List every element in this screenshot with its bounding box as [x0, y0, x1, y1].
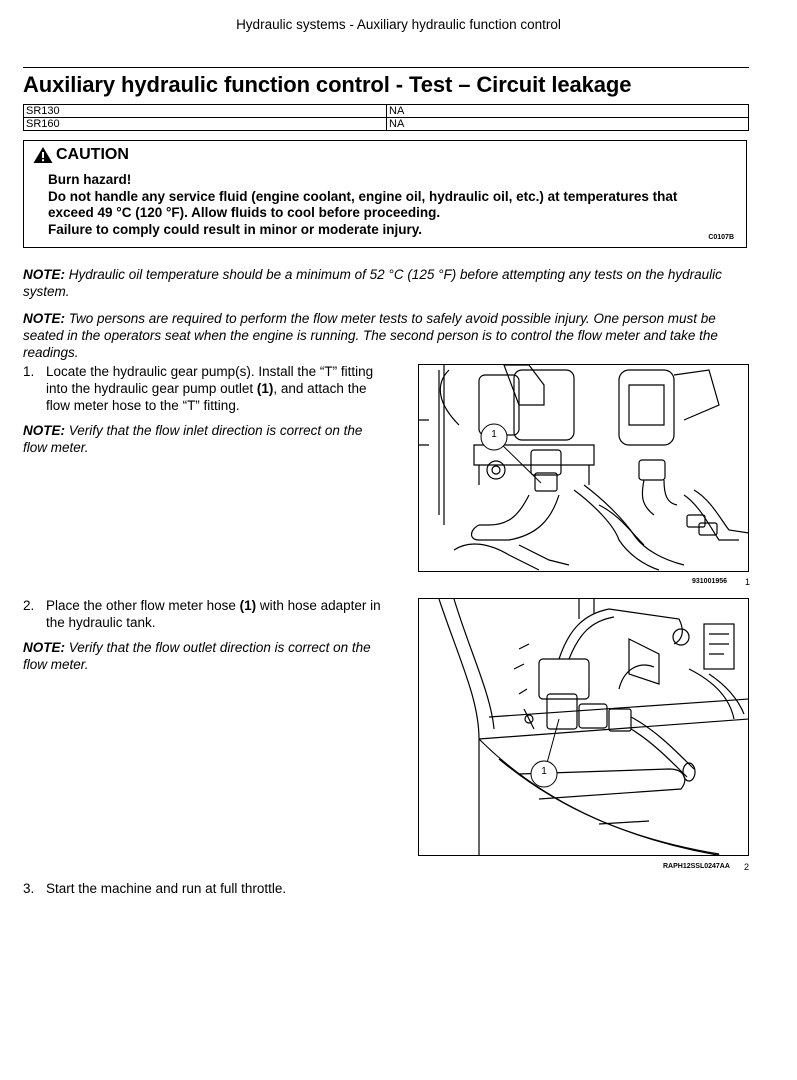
- note-outlet-direction: [23, 639, 389, 673]
- figure-2-caption: RAPH12SSL0247AA: [663, 863, 730, 870]
- figure-1-caption: 931001956: [692, 578, 728, 585]
- page-title: Auxiliary hydraulic function control - Test – Circuit leakage: [23, 72, 632, 97]
- step-number: 3.: [23, 881, 35, 896]
- table-row: [24, 118, 749, 131]
- figure-2-callout: 1: [541, 766, 547, 777]
- note-temperature: [23, 266, 750, 300]
- caution-code: C0107B: [708, 234, 734, 241]
- note-text: Verify that the flow inlet direction is correct on the flow meter.: [23, 423, 363, 455]
- note-text: Two persons are required to perform the flow meter tests to safely avoid possible injury. One person must be seated in the operators seat when the engine is running. The second person is to control the flow meter and take the readings.: [23, 311, 718, 360]
- step-text: [46, 363, 391, 414]
- step-text: Start the machine and run at full throttle.: [46, 881, 287, 896]
- step-text-part: Place the other flow meter hose: [46, 598, 240, 613]
- note-label: NOTE:: [23, 267, 65, 282]
- step-callout-ref: (1): [256, 381, 274, 396]
- table-row: [24, 105, 749, 118]
- model-cell: SR130: [24, 105, 387, 118]
- figure-1-callout: 1: [491, 429, 497, 440]
- figure-2-number: 2: [744, 862, 750, 872]
- caution-label: CAUTION: [56, 146, 129, 163]
- warning-triangle-icon: [33, 146, 53, 164]
- note-two-persons: [23, 310, 750, 361]
- caution-line: Failure to comply could result in minor or moderate injury.: [48, 221, 423, 237]
- title-rule: [23, 67, 749, 68]
- step-text-part: Locate the hydraulic gear pump(s). Install the “T” fitting into the hydraulic gear pump outlet: [46, 364, 374, 396]
- step-text: [46, 597, 391, 631]
- caution-heading: [33, 146, 129, 164]
- figure-1-number: 1: [745, 577, 751, 587]
- model-cell: SR160: [24, 118, 387, 131]
- model-applicability-table: [23, 104, 749, 131]
- note-label: NOTE:: [23, 640, 65, 655]
- step-text-part: with hose adapter in the hydraulic tank.: [46, 598, 381, 630]
- value-cell: NA: [387, 105, 749, 118]
- gear-pump-illustration: [419, 365, 749, 572]
- caution-box: [23, 140, 747, 248]
- figure-1-gear-pump: [418, 364, 749, 572]
- figure-2-hydraulic-tank: [418, 598, 749, 856]
- note-inlet-direction: [23, 422, 389, 456]
- caution-line: Do not handle any service fluid (engine coolant, engine oil, hydraulic oil, etc.) at temperatures that exceed 49 °C (120 °F). Allow fluids to cool before proceeding.: [48, 188, 678, 220]
- caution-text: [48, 172, 726, 238]
- caution-line: Burn hazard!: [48, 172, 132, 187]
- note-text: Verify that the flow outlet direction is correct on the flow meter.: [23, 640, 371, 672]
- page-header: Hydraulic systems - Auxiliary hydraulic function control: [236, 17, 561, 32]
- step-number: 2.: [23, 598, 35, 613]
- note-text: Hydraulic oil temperature should be a minimum of 52 °C (125 °F) before attempting any tests on the hydraulic system.: [23, 267, 722, 299]
- step-callout-ref: (1): [239, 598, 257, 613]
- step-text-part: , and attach the flow meter hose to the “T” fitting.: [46, 381, 367, 413]
- note-label: NOTE:: [23, 423, 65, 438]
- value-cell: NA: [387, 118, 749, 131]
- note-label: NOTE:: [23, 311, 65, 326]
- hydraulic-tank-illustration: [419, 599, 749, 856]
- step-number: 1.: [23, 364, 35, 379]
